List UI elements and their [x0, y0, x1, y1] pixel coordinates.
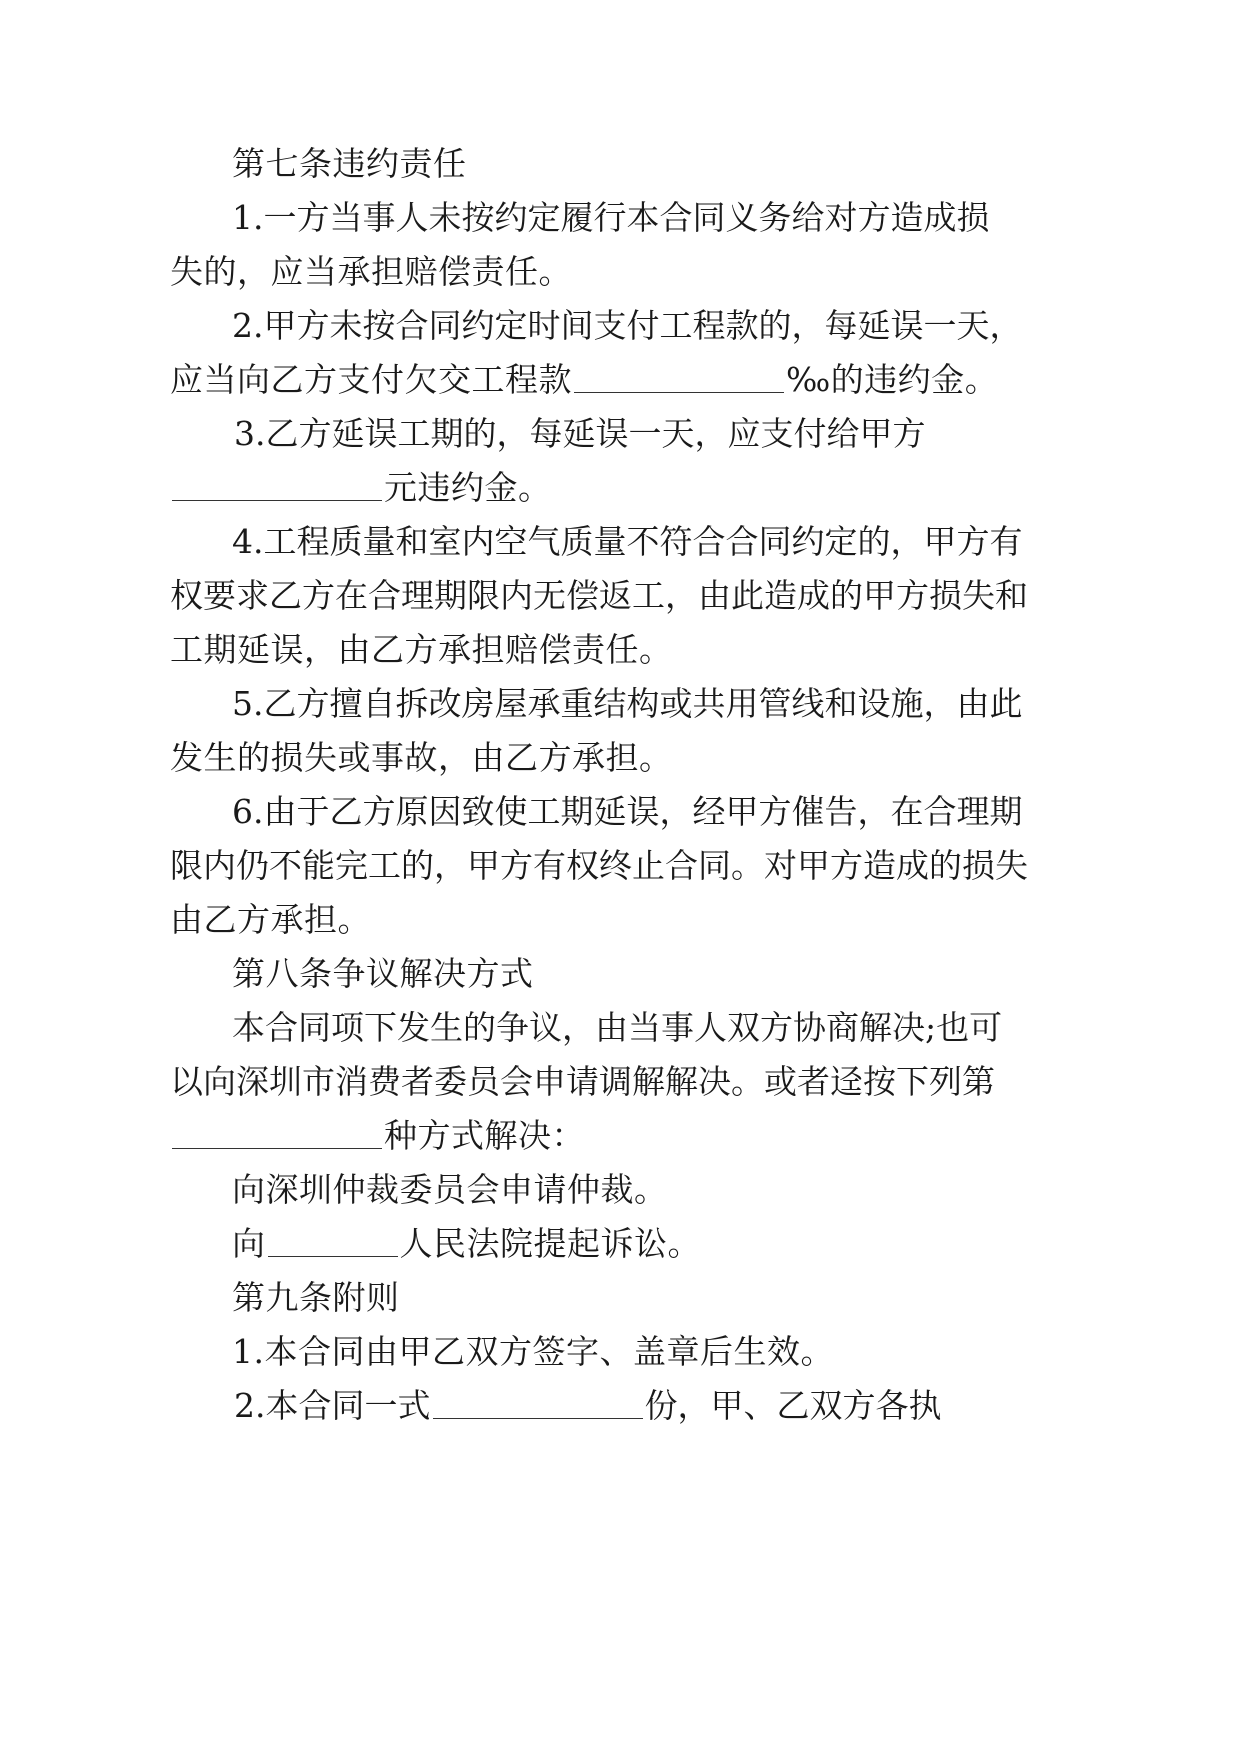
- fill-in-blank: [172, 470, 382, 501]
- item-7-2-line-1: [232, 304, 1023, 348]
- text-segment: 限内仍不能完工的，甲方有权终止合同。对甲方造成的损失: [170, 846, 1028, 885]
- text-segment: 以向深圳市消费者委员会申请调解解决。或者迳按下列第: [170, 1062, 995, 1101]
- item-7-4-line-3: [170, 628, 673, 672]
- item-7-6-line-1: [232, 790, 1023, 834]
- text-segment: 发生的损失或事故，由乙方承担。: [170, 738, 673, 777]
- text-segment: 失的，应当承担赔偿责任。: [170, 252, 572, 291]
- text-segment: ‰的违约金。: [786, 360, 999, 399]
- item-9-1: [232, 1330, 834, 1374]
- text-segment: 5.乙方擅自拆改房屋承重结构或共用管线和设施，由此: [232, 684, 1023, 723]
- article-8-option-2: [232, 1222, 701, 1266]
- text-segment: 工期延误，由乙方承担赔偿责任。: [170, 630, 673, 669]
- item-7-1-line-2: [170, 250, 572, 294]
- item-7-2-line-2: [170, 358, 998, 402]
- article-8-line-1: [232, 1006, 1003, 1050]
- fill-in-blank: [574, 362, 784, 393]
- item-7-4-line-2: [170, 574, 1028, 618]
- item-7-6-line-2: [170, 844, 1028, 888]
- text-segment: 向深圳仲裁委员会申请仲裁。: [232, 1170, 668, 1209]
- text-segment: 2.本合同一式: [234, 1386, 431, 1425]
- item-7-1-line-1: [232, 196, 990, 240]
- heading-article-7: [232, 142, 467, 186]
- item-7-3-line-2: [170, 466, 552, 510]
- item-7-6-line-3: [170, 898, 371, 942]
- fill-in-blank: [172, 1118, 382, 1149]
- text-segment: 1.一方当事人未按约定履行本合同义务给对方造成损: [232, 198, 990, 237]
- text-segment: 第九条附则: [232, 1278, 400, 1317]
- text-segment: 4.工程质量和室内空气质量不符合合同约定的，甲方有: [232, 522, 1023, 561]
- article-8-line-2: [170, 1060, 995, 1104]
- text-segment: 份，甲、乙双方各执: [644, 1386, 942, 1425]
- text-segment: 第八条争议解决方式: [232, 954, 534, 993]
- text-segment: 由乙方承担。: [170, 900, 371, 939]
- text-segment: 本合同项下发生的争议，由当事人双方协商解决;也可: [232, 1008, 1003, 1047]
- text-segment: 元违约金。: [384, 468, 552, 507]
- text-segment: 人民法院提起诉讼。: [399, 1224, 701, 1263]
- item-7-4-line-1: [232, 520, 1023, 564]
- text-segment: 1.本合同由甲乙双方签字、盖章后生效。: [232, 1332, 834, 1371]
- article-8-option-1: [232, 1168, 668, 1212]
- fill-in-blank: [268, 1226, 398, 1257]
- text-segment: 应当向乙方支付欠交工程款: [170, 360, 572, 399]
- text-segment: 第七条违约责任: [232, 144, 467, 183]
- heading-article-8: [232, 952, 534, 996]
- text-segment: 6.由于乙方原因致使工期延误，经甲方催告，在合理期: [232, 792, 1023, 831]
- item-7-5-line-2: [170, 736, 673, 780]
- text-segment: 2.甲方未按合同约定时间支付工程款的，每延误一天，: [232, 306, 1023, 345]
- item-7-3-line-1: [234, 412, 938, 456]
- heading-article-9: [232, 1276, 400, 1320]
- text-segment: 权要求乙方在合理期限内无偿返工，由此造成的甲方损失和: [170, 576, 1028, 615]
- article-8-line-3: [170, 1114, 585, 1158]
- item-7-5-line-1: [232, 682, 1023, 726]
- item-9-2-line-1: [234, 1384, 942, 1428]
- text-segment: 向: [232, 1224, 266, 1263]
- text-segment: 3.乙方延误工期的，每延误一天，应支付给甲方: [234, 414, 926, 453]
- fill-in-blank: [433, 1388, 643, 1419]
- text-segment: 种方式解决：: [384, 1116, 585, 1155]
